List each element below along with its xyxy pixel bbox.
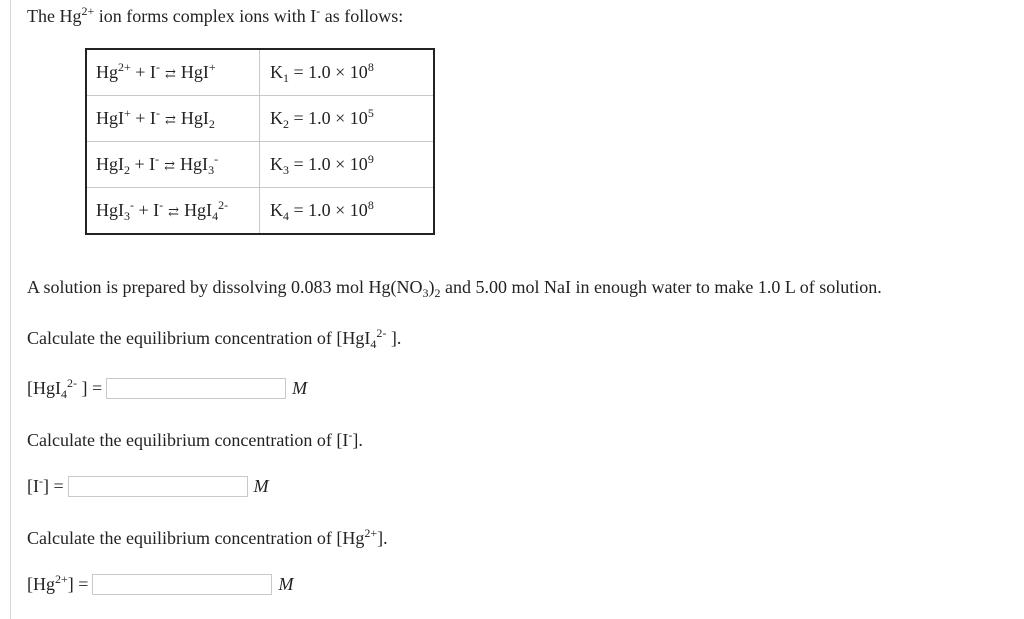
iodide-concentration-input[interactable] bbox=[68, 476, 248, 497]
hgi4-concentration-input[interactable] bbox=[106, 378, 286, 399]
k-value-cell: $K_3 = 1.0 \times 10^9$ bbox=[260, 142, 435, 188]
table-row bbox=[86, 188, 434, 235]
reaction-cell: HgI+ + I- ⇄ HgI$_2$ bbox=[86, 96, 260, 142]
equilibrium-arrow-icon: ⇄ bbox=[164, 66, 176, 81]
reaction-cell: HgI$_2$ + I- ⇄ HgI$_3$- bbox=[86, 142, 260, 188]
intro-post: as follows: bbox=[320, 6, 404, 26]
answer-label: [I-] = bbox=[27, 474, 64, 496]
equilibrium-arrow-icon: ⇄ bbox=[164, 158, 176, 173]
reaction-cell: $Hg^{2+} + I^-$ ⇄ HgI+ bbox=[86, 49, 260, 96]
hg2-concentration-input[interactable] bbox=[92, 574, 272, 595]
table-row bbox=[86, 142, 434, 188]
intro-minus: - bbox=[316, 4, 321, 18]
solution-description: A solution is prepared by dissolving 0.083 mol $Hg(NO_3)_2$ and 5.00 mol NaI in enough water to make 1.0 L of solution. bbox=[27, 277, 882, 300]
answer-row-hgi4 bbox=[27, 378, 307, 399]
equilibria-table bbox=[85, 48, 435, 235]
reaction-cell: HgI$_3$- + I- ⇄ HgI$_4^{2-}$ bbox=[86, 188, 260, 235]
unit-label: M bbox=[253, 476, 269, 496]
answer-label: $[Hg^{2+}]$ = bbox=[27, 572, 89, 594]
equilibrium-arrow-icon: ⇄ bbox=[164, 112, 176, 127]
table-row bbox=[86, 49, 434, 96]
left-border-line bbox=[10, 0, 11, 619]
unit-label: M bbox=[278, 574, 294, 594]
k-value-cell: $K_4 = 1.0 \times 10^8$ bbox=[260, 188, 435, 235]
question-prompt-hgi4: Calculate the equilibrium concentration of [HgI$_4^{2-}$ ]. bbox=[27, 326, 402, 351]
intro-charge: 2+ bbox=[81, 4, 95, 18]
answer-label: [HgI$_4^{2-}$ ] = bbox=[27, 376, 103, 401]
equilibrium-arrow-icon: ⇄ bbox=[168, 204, 180, 219]
table-row bbox=[86, 96, 434, 142]
intro-text bbox=[27, 6, 403, 27]
k-value-cell: $K_2 = 1.0 \times 10^5$ bbox=[260, 96, 435, 142]
question-prompt-iodide: Calculate the equilibrium concentration of [I-]. bbox=[27, 428, 363, 450]
answer-row-iodide bbox=[27, 476, 269, 497]
k-value-cell: $K_1 = 1.0 \times 10^8$ bbox=[260, 49, 435, 96]
question-prompt-hg2: Calculate the equilibrium concentration of $[Hg^{2+}]$. bbox=[27, 526, 388, 548]
intro-pre: The Hg bbox=[27, 6, 82, 26]
answer-row-hg2 bbox=[27, 574, 293, 595]
unit-label: M bbox=[292, 378, 308, 398]
intro-mid: ion forms complex ions with I bbox=[94, 6, 317, 26]
